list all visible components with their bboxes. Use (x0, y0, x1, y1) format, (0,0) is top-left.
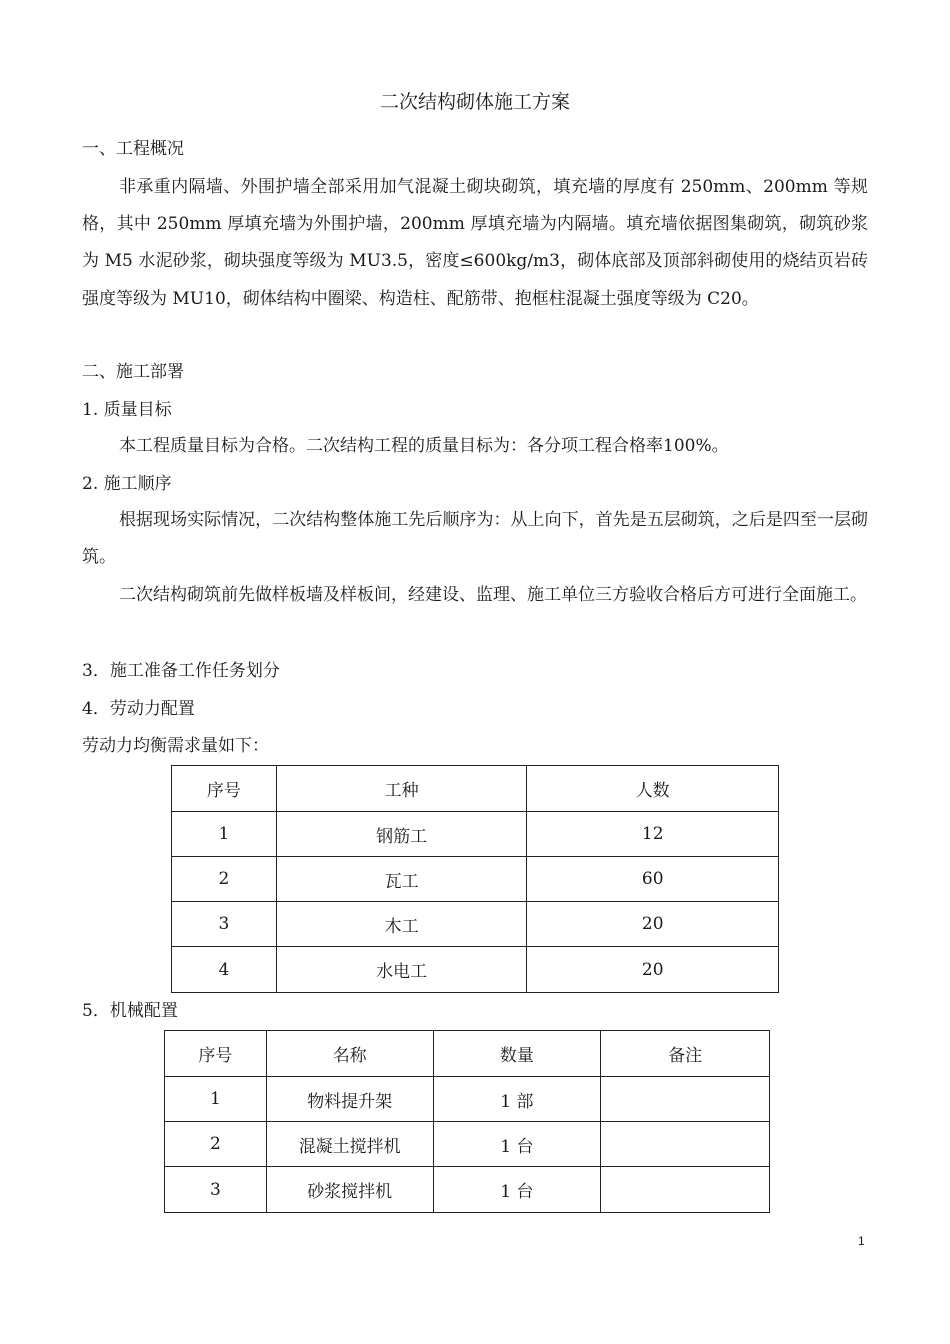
machinery-table (164, 1030, 770, 1213)
table-header-cell: 名称 (266, 1031, 433, 1077)
table-cell: 砂浆搅拌机 (266, 1167, 433, 1213)
quality-target-heading: 1. 质量目标 (82, 400, 172, 420)
table-cell: 1 (172, 812, 277, 857)
table-cell: 12 (527, 812, 779, 857)
table-cell: 瓦工 (276, 857, 527, 902)
section-2-heading: 二、施工部署 (82, 362, 184, 382)
table-row (172, 857, 779, 902)
construction-order-paragraph-2: 二次结构砌筑前先做样板墙及样板间，经建设、监理、施工单位三方验收合格后方可进行全面施工。 (119, 585, 867, 605)
table-cell: 2 (165, 1122, 267, 1167)
table-cell: 水电工 (276, 947, 527, 993)
table-cell: 1 台 (433, 1122, 601, 1167)
machinery-table-header-row (165, 1031, 770, 1077)
table-cell (601, 1122, 770, 1167)
table-cell (601, 1077, 770, 1122)
table-row (165, 1077, 770, 1122)
labor-intro: 劳动力均衡需求量如下： (82, 736, 269, 756)
construction-order-paragraph-1: 根据现场实际情况，二次结构整体施工先后顺序为：从上向下，首先是五层砌筑，之后是四至一层砌筑。 (82, 510, 868, 568)
table-cell (601, 1167, 770, 1213)
table-cell: 60 (527, 857, 779, 902)
labor-table-header-row (172, 766, 779, 812)
table-cell: 1 台 (433, 1167, 601, 1213)
labor-table (171, 765, 779, 993)
table-row (165, 1122, 770, 1167)
page-number: 1 (858, 1234, 865, 1248)
table-header-cell: 序号 (165, 1031, 267, 1077)
table-cell: 木工 (276, 902, 527, 947)
labor-heading: 4．劳动力配置 (82, 699, 195, 719)
table-row (172, 947, 779, 993)
table-header-cell: 人数 (527, 766, 779, 812)
table-row (172, 902, 779, 947)
table-cell: 4 (172, 947, 277, 993)
table-cell: 20 (527, 947, 779, 993)
quality-target-paragraph: 本工程质量目标为合格。二次结构工程的质量目标为：各分项工程合格率100%。 (119, 436, 729, 456)
table-cell: 2 (172, 857, 277, 902)
machinery-heading: 5．机械配置 (82, 1001, 178, 1021)
section-1-heading: 一、工程概况 (82, 139, 184, 159)
table-cell: 1 (165, 1077, 267, 1122)
table-header-cell: 数量 (433, 1031, 601, 1077)
construction-order-heading: 2. 施工顺序 (82, 474, 172, 494)
table-row (165, 1167, 770, 1213)
table-cell: 钢筋工 (276, 812, 527, 857)
prep-work-heading: 3．施工准备工作任务划分 (82, 661, 280, 681)
table-cell: 混凝土搅拌机 (266, 1122, 433, 1167)
table-row (172, 812, 779, 857)
table-cell: 物料提升架 (266, 1077, 433, 1122)
table-cell: 3 (172, 902, 277, 947)
table-cell: 3 (165, 1167, 267, 1213)
table-header-cell: 序号 (172, 766, 277, 812)
table-header-cell: 工种 (276, 766, 527, 812)
section-1-paragraph: 非承重内隔墙、外围护墙全部采用加气混凝土砌块砌筑，填充墙的厚度有 250mm、200mm 等规格，其中 250mm 厚填充墙为外围护墙，200mm 厚填充墙为内隔墙。填充墙依据图集砌筑，砌筑砂浆为 M5 水泥砂浆，砌块强度等级为 MU3.5，密度≤600kg/m3，砌体底部及顶部斜砌使用的烧结页岩砖强度等级为 MU10，砌体结构中圈梁、构造柱、配筋带、抱框柱混凝土强度等级为 C20。 (82, 177, 868, 309)
table-cell: 1 部 (433, 1077, 601, 1122)
table-cell: 20 (527, 902, 779, 947)
table-header-cell: 备注 (601, 1031, 770, 1077)
document-title: 二次结构砌体施工方案 (379, 91, 570, 113)
